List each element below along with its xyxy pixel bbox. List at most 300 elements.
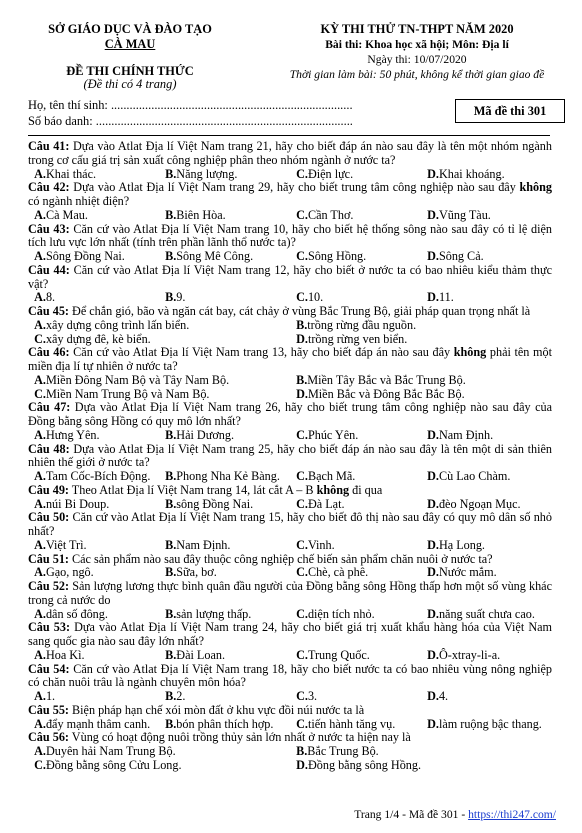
question-text	[28, 553, 552, 567]
option-text: Sữa, bơ.	[176, 565, 217, 580]
option-text: sản lượng thấp.	[176, 606, 252, 621]
option-text: Chè, cà phê.	[307, 565, 369, 580]
answer-option[interactable]	[28, 608, 159, 622]
question-number: Câu 54:	[28, 661, 70, 676]
option-text: diện tích nhỏ.	[307, 606, 375, 621]
option-letter: D.	[427, 537, 439, 552]
option-letter: A.	[34, 317, 46, 332]
answer-option[interactable]	[28, 168, 159, 182]
question-text	[28, 401, 552, 429]
question-stem: Dựa vào Atlat Địa lí Việt Nam trang 25, hãy cho biết đáp án nào sau đây là tên một di sản thiên nhiên thế giới ở nước ta?	[28, 441, 552, 470]
question-item	[28, 621, 552, 662]
option-letter: D.	[427, 647, 439, 662]
answer-option[interactable]	[28, 690, 159, 704]
option-letter: B.	[165, 290, 177, 305]
question-item	[28, 663, 552, 704]
options-row	[28, 608, 552, 622]
answer-option[interactable]	[290, 539, 421, 553]
question-stem: Để chắn gió, bão và ngăn cát bay, cát chảy ở vùng Bắc Trung Bộ, giải pháp quan trọng nhất là	[68, 304, 531, 318]
option-letter: A.	[34, 606, 46, 621]
question-number: Câu 42:	[28, 180, 70, 195]
option-text: Sông Cả.	[438, 249, 484, 263]
question-item	[28, 443, 552, 484]
answer-option[interactable]	[159, 291, 290, 305]
option-text: Bắc Trung Bộ.	[307, 744, 379, 758]
option-text: 2.	[176, 689, 186, 703]
option-letter: C.	[296, 537, 308, 552]
question-text	[28, 731, 552, 745]
option-text: bón phân thích hợp.	[176, 716, 274, 731]
question-item	[28, 580, 552, 621]
question-number: Câu 41:	[28, 139, 70, 153]
question-text	[28, 346, 552, 374]
option-text: Bạch Mã.	[307, 469, 356, 483]
exam-code: Mã đề thi 301	[473, 103, 547, 118]
exam-date: Ngày thi: 10/07/2020	[367, 53, 467, 66]
answer-option[interactable]	[290, 608, 421, 622]
options-row	[28, 745, 552, 759]
pages-note: (Đề thi có 4 trang)	[83, 77, 177, 91]
answer-option[interactable]	[159, 429, 290, 443]
option-letter: B.	[165, 537, 177, 552]
question-stem-end: phải tên một miền địa lí tự nhiên ở nước ta?	[28, 345, 552, 373]
option-letter: A.	[34, 372, 46, 387]
question-item	[28, 553, 552, 581]
option-letter: A.	[34, 689, 46, 703]
answer-option[interactable]	[290, 759, 552, 773]
option-letter: B.	[165, 647, 177, 662]
question-stem: Dựa vào Atlat Địa lí Việt Nam trang 29, hãy cho biết trung tâm công nghiệp nào sau đây	[69, 180, 520, 195]
question-stem: Dựa vào Atlat Địa lí Việt Nam trang 24, hãy cho biết giá trị xuất khẩu hàng hóa của Việt Nam sang quốc gia nào sau đây lớn nhất?	[28, 620, 553, 648]
option-letter: C.	[296, 716, 308, 731]
option-text: Nước mắm.	[438, 565, 497, 580]
answer-option[interactable]	[28, 566, 159, 580]
option-text: Khai khoáng.	[438, 166, 505, 181]
option-text: Sông Đồng Nai.	[45, 249, 125, 263]
question-stem: Các sản phẩm nào sau đây thuộc công nghiệp chế biến sản phẩm chăn nuôi ở nước ta?	[68, 551, 493, 566]
answer-option[interactable]	[159, 608, 290, 622]
answer-option[interactable]	[159, 250, 290, 264]
question-text	[28, 580, 552, 608]
option-text: Cần Thơ.	[307, 207, 354, 222]
answer-option[interactable]	[290, 690, 421, 704]
answer-option[interactable]	[28, 539, 159, 553]
options-row	[28, 690, 552, 704]
option-letter: C.	[296, 647, 308, 662]
answer-option[interactable]	[159, 209, 290, 223]
answer-option[interactable]	[28, 429, 159, 443]
answer-option[interactable]	[421, 566, 552, 580]
option-letter: D.	[427, 469, 439, 483]
question-item	[28, 181, 552, 222]
options-row	[28, 566, 552, 580]
answer-option[interactable]	[28, 649, 159, 663]
question-item	[28, 731, 552, 772]
answer-option[interactable]	[421, 718, 552, 732]
option-text: Đà Lạt.	[307, 496, 345, 511]
option-text: 10.	[307, 290, 324, 305]
option-text: 4.	[438, 689, 449, 703]
option-text: Vinh.	[307, 537, 335, 552]
option-letter: A.	[34, 249, 46, 263]
options-row	[28, 291, 552, 305]
option-letter: D.	[427, 249, 439, 263]
option-text: Đài Loan.	[176, 647, 226, 662]
option-letter: C.	[296, 496, 308, 511]
question-text	[28, 223, 552, 251]
options-row	[28, 429, 552, 443]
footer-text: Trang 1/4 - Mã đề 301 -	[354, 808, 469, 821]
option-letter: C.	[34, 757, 46, 772]
answer-option[interactable]	[28, 759, 290, 773]
option-text: Miền Bắc và Đông Bắc Bắc Bộ.	[307, 386, 465, 401]
answer-option[interactable]	[421, 250, 552, 264]
question-item	[28, 484, 552, 512]
source-link[interactable]: https://thi247.com/	[468, 808, 556, 821]
option-text: Nam Định.	[438, 427, 494, 442]
answer-option[interactable]	[290, 319, 552, 333]
option-letter: D.	[427, 689, 439, 703]
question-item	[28, 346, 552, 401]
answer-option[interactable]	[28, 498, 159, 512]
option-text: Trung Quốc.	[307, 647, 370, 662]
options-row	[28, 168, 552, 182]
question-stem: Biện pháp hạn chế xói mòn đất ở khu vực đồi núi nước ta là	[68, 702, 365, 717]
option-text: Duyên hải Nam Trung Bộ.	[45, 744, 176, 758]
option-letter: B.	[165, 249, 177, 263]
options-row	[28, 718, 552, 732]
option-letter: C.	[34, 331, 46, 346]
option-text: trồng rừng ven biển.	[307, 331, 408, 346]
option-text: Đồng bằng sông Hồng.	[307, 757, 422, 772]
option-text: Việt Trì.	[45, 537, 87, 552]
question-number: Câu 48:	[28, 441, 70, 456]
candidate-name-field: Họ, tên thí sinh: ..............................................................................	[28, 98, 353, 112]
question-item	[28, 223, 552, 264]
answer-option[interactable]	[28, 470, 159, 484]
question-stem: Căn cứ vào Atlat Địa lí Việt Nam trang 12, hãy cho biết ở nước ta có bao nhiêu kiểu thảm thực vật?	[28, 262, 553, 291]
emphasis-word: không	[316, 482, 350, 497]
option-letter: B.	[165, 565, 177, 580]
option-text: núi Bi Doup.	[45, 496, 110, 511]
option-text: Đồng bằng sông Cửu Long.	[45, 757, 182, 772]
options-row	[28, 539, 552, 553]
question-number: Câu 55:	[28, 702, 69, 717]
option-text: Sông Mê Công.	[176, 249, 254, 263]
answer-option[interactable]	[290, 470, 421, 484]
option-letter: D.	[296, 386, 308, 401]
question-number: Câu 45:	[28, 304, 69, 318]
option-text: Nam Định.	[176, 537, 231, 552]
option-text: Sông Hồng.	[307, 249, 367, 263]
option-text: Hưng Yên.	[45, 427, 100, 442]
answer-option[interactable]	[159, 168, 290, 182]
option-text: 9.	[176, 290, 186, 305]
option-letter: D.	[427, 716, 439, 731]
option-letter: D.	[296, 331, 308, 346]
option-letter: A.	[34, 744, 46, 758]
answer-option[interactable]	[290, 718, 421, 732]
question-item	[28, 140, 552, 181]
option-letter: A.	[34, 290, 46, 305]
option-letter: C.	[296, 606, 308, 621]
question-number: Câu 52:	[28, 579, 70, 593]
option-letter: B.	[165, 427, 177, 442]
options-row	[28, 209, 552, 223]
question-number: Câu 43:	[28, 221, 70, 236]
option-letter: B.	[165, 166, 177, 181]
question-stem: Căn cứ vào Atlat Địa lí Việt Nam trang 10, hãy cho biết hệ thống sông nào sau đây có tỉ lệ diện tích lưu vực lớn nhất (tính trên phần lãnh thổ nước ta)?	[28, 221, 552, 250]
options-row	[28, 374, 552, 388]
option-letter: A.	[34, 647, 46, 662]
option-text: Phong Nha Kẻ Bàng.	[176, 469, 280, 483]
answer-option[interactable]	[421, 470, 552, 484]
department-name: SỞ GIÁO DỤC VÀ ĐÀO TẠO	[48, 22, 212, 36]
option-text: Tam Cốc-Bích Động.	[45, 469, 151, 483]
option-text: trồng rừng đầu nguồn.	[307, 317, 417, 332]
header-divider	[28, 135, 550, 136]
answer-option[interactable]	[28, 209, 159, 223]
option-text: năng suất chưa cao.	[438, 606, 535, 621]
answer-option[interactable]	[159, 498, 290, 512]
option-text: Hoa Kì.	[45, 647, 85, 662]
option-letter: C.	[296, 166, 308, 181]
option-letter: A.	[34, 469, 46, 483]
answer-option[interactable]	[28, 250, 159, 264]
answer-option[interactable]	[290, 291, 421, 305]
option-letter: D.	[427, 207, 439, 222]
answer-option[interactable]	[421, 291, 552, 305]
option-letter: D.	[427, 290, 439, 305]
option-letter: C.	[296, 689, 308, 703]
option-text: đèo Ngoạn Mục.	[438, 496, 521, 511]
option-letter: A.	[34, 166, 46, 181]
question-item	[28, 401, 552, 442]
answer-option[interactable]	[421, 498, 552, 512]
answer-option[interactable]	[28, 319, 290, 333]
question-text	[28, 264, 552, 292]
option-text: xây dựng đê, kè biển.	[45, 331, 151, 346]
answer-option[interactable]	[28, 718, 159, 732]
question-number: Câu 53:	[28, 620, 71, 635]
question-text	[28, 443, 552, 471]
option-text: Biên Hòa.	[176, 207, 226, 222]
left-header	[20, 22, 240, 92]
option-text: Hạ Long.	[438, 537, 485, 552]
question-text	[28, 484, 552, 498]
option-letter: C.	[296, 427, 308, 442]
question-text	[28, 305, 552, 319]
option-letter: B.	[296, 317, 308, 332]
answer-option[interactable]	[290, 333, 552, 347]
options-row	[28, 388, 552, 402]
option-text: Khai thác.	[45, 166, 97, 181]
option-text: Điện lực.	[307, 166, 354, 181]
candidate-id-field: Số báo danh: ...................................................................................	[28, 114, 353, 128]
option-letter: B.	[165, 496, 177, 511]
options-row	[28, 333, 552, 347]
option-letter: B.	[165, 689, 177, 703]
answer-option[interactable]	[421, 539, 552, 553]
options-row	[28, 649, 552, 663]
question-number: Câu 47:	[28, 400, 71, 415]
exam-type: ĐỀ THI CHÍNH THỨC	[66, 64, 194, 78]
option-text: tiến hành tăng vụ.	[307, 716, 396, 731]
option-letter: D.	[427, 496, 439, 511]
option-text: Gạo, ngô.	[45, 565, 94, 580]
answer-option[interactable]	[290, 168, 421, 182]
answer-option[interactable]	[28, 333, 290, 347]
question-stem: Vùng có hoạt động nuôi trồng thủy sản lớn nhất ở nước ta hiện nay là	[68, 730, 411, 745]
option-letter: C.	[296, 290, 308, 305]
answer-option[interactable]	[159, 539, 290, 553]
exam-code-box	[455, 99, 565, 123]
answer-option[interactable]	[421, 690, 552, 704]
answer-option[interactable]	[28, 374, 290, 388]
answer-option[interactable]	[290, 566, 421, 580]
option-letter: C.	[296, 207, 308, 222]
question-number: Câu 46:	[28, 345, 70, 360]
question-item	[28, 511, 552, 552]
question-stem-end: có ngành nhiệt điện?	[28, 194, 130, 208]
question-stem: Sản lượng lương thực bình quân đầu người của Đồng bằng sông Hồng thấp hơn một số vùng khác trong cả nước do	[28, 579, 552, 607]
option-letter: A.	[34, 496, 46, 511]
option-letter: D.	[427, 166, 439, 181]
option-text: Phúc Yên.	[307, 427, 359, 442]
option-text: Miền Nam Trung Bộ và Nam Bộ.	[45, 386, 210, 401]
answer-option[interactable]	[159, 470, 290, 484]
question-stem: Theo Atlat Địa lí Việt Nam trang 14, lát cắt A – B	[68, 482, 317, 497]
option-text: 8.	[45, 290, 56, 305]
exam-subject: Bài thi: Khoa học xã hội; Môn: Địa lí	[325, 38, 509, 51]
question-item	[28, 305, 552, 346]
answer-option[interactable]	[290, 498, 421, 512]
emphasis-word: không	[519, 180, 553, 195]
question-number: Câu 44:	[28, 262, 70, 277]
answer-option[interactable]	[159, 649, 290, 663]
option-letter: A.	[34, 716, 46, 731]
option-text: xây dựng công trình lấn biển.	[45, 317, 190, 332]
answer-option[interactable]	[290, 209, 421, 223]
option-letter: A.	[34, 427, 46, 442]
options-row	[28, 319, 552, 333]
question-text	[28, 140, 552, 168]
right-header	[262, 22, 572, 82]
option-text: Miền Tây Bắc và Bắc Trung Bộ.	[307, 372, 466, 387]
option-letter: D.	[427, 606, 439, 621]
question-text	[28, 663, 552, 691]
answer-option[interactable]	[159, 690, 290, 704]
question-number: Câu 51:	[28, 551, 69, 566]
answer-option[interactable]	[421, 429, 552, 443]
answer-option[interactable]	[421, 608, 552, 622]
answer-option[interactable]	[28, 291, 159, 305]
answer-option[interactable]	[159, 566, 290, 580]
question-item	[28, 264, 552, 305]
option-letter: D.	[296, 757, 308, 772]
option-text: dân số đông.	[45, 606, 108, 621]
option-text: làm ruộng bậc thang.	[438, 716, 542, 731]
answer-option[interactable]	[290, 374, 552, 388]
question-stem: Căn cứ vào Atlat Địa lí Việt Nam trang 13, hãy cho biết đáp án nào sau đây	[69, 345, 454, 360]
options-row	[28, 759, 552, 773]
answer-option[interactable]	[421, 649, 552, 663]
option-letter: B.	[165, 606, 177, 621]
option-letter: C.	[296, 469, 308, 483]
time-limit: Thời gian làm bài: 50 phút, không kể thời gian giao đề	[289, 68, 545, 81]
options-row	[28, 470, 552, 484]
option-text: đẩy mạnh thâm canh.	[45, 716, 151, 731]
option-letter: B.	[165, 716, 177, 731]
question-stem: Căn cứ vào Atlat Địa lí Việt Nam trang 18, hãy cho biết nước ta có bao nhiêu vùng nông nghiệp có chăn nuôi trâu là ngành chuyên môn hóa?	[28, 661, 552, 690]
option-letter: D.	[427, 565, 439, 580]
option-text: Cù Lao Chàm.	[438, 469, 511, 483]
option-text: 3.	[307, 689, 318, 703]
question-text	[28, 181, 552, 209]
options-row	[28, 250, 552, 264]
option-letter: B.	[165, 469, 177, 483]
answer-option[interactable]	[290, 429, 421, 443]
answer-option[interactable]	[28, 745, 290, 759]
option-text: Ô-xtray-li-a.	[438, 647, 501, 662]
option-text: 11.	[438, 290, 454, 305]
question-number: Câu 49:	[28, 482, 69, 497]
option-text: Vũng Tàu.	[438, 207, 491, 222]
question-text	[28, 511, 552, 539]
option-letter: D.	[427, 427, 439, 442]
exam-title: KỲ THI THỬ TN-THPT NĂM 2020	[320, 22, 514, 36]
question-text	[28, 704, 552, 718]
answer-option[interactable]	[421, 209, 552, 223]
answer-option[interactable]	[290, 745, 552, 759]
emphasis-word: không	[453, 345, 487, 360]
question-stem: Căn cứ vào Atlat Địa lí Việt Nam trang 15, hãy cho biết đô thị nào sau đây có quy mô dân số nhỏ nhất?	[28, 510, 552, 538]
question-text	[28, 621, 552, 649]
answer-option[interactable]	[290, 649, 421, 663]
option-text: Miền Đông Nam Bộ và Tây Nam Bộ.	[45, 372, 230, 387]
options-row	[28, 498, 552, 512]
question-stem: Dựa vào Atlat Địa lí Việt Nam trang 21, hãy cho biết đáp án nào sau đây là tên một nhóm ngành trong cơ cấu giá trị sản xuất công nghiệp phân theo nhóm ngành ở nước ta?	[28, 139, 552, 167]
option-letter: C.	[296, 565, 308, 580]
option-letter: A.	[34, 537, 46, 552]
option-text: Hải Dương.	[176, 427, 235, 442]
option-letter: C.	[296, 249, 308, 263]
question-stem: Dựa vào Atlat Địa lí Việt Nam trang 26, hãy cho biết trung tâm công nghiệp nào sau đây của Đồng bằng sông Hồng có quy mô lớn nhất?	[28, 400, 552, 428]
question-item	[28, 704, 552, 732]
answer-option[interactable]	[290, 388, 552, 402]
answer-option[interactable]	[28, 388, 290, 402]
question-stem-end: đi qua	[349, 482, 383, 497]
answer-option[interactable]	[159, 718, 290, 732]
answer-option[interactable]	[290, 250, 421, 264]
option-letter: B.	[296, 744, 308, 758]
option-letter: A.	[34, 565, 46, 580]
option-letter: B.	[296, 372, 308, 387]
option-text: 1.	[45, 689, 56, 703]
page-footer	[354, 808, 556, 821]
option-letter: C.	[34, 386, 46, 401]
question-list	[28, 140, 552, 773]
option-letter: B.	[165, 207, 177, 222]
option-letter: A.	[34, 207, 46, 222]
question-number: Câu 56:	[28, 730, 69, 745]
option-text: Cà Mau.	[45, 207, 88, 222]
answer-option[interactable]	[421, 168, 552, 182]
option-text: Năng lượng.	[176, 166, 238, 181]
question-number: Câu 50:	[28, 510, 70, 525]
option-text: sông Đồng Nai.	[176, 496, 254, 511]
province-name: CÀ MAU	[104, 37, 156, 51]
